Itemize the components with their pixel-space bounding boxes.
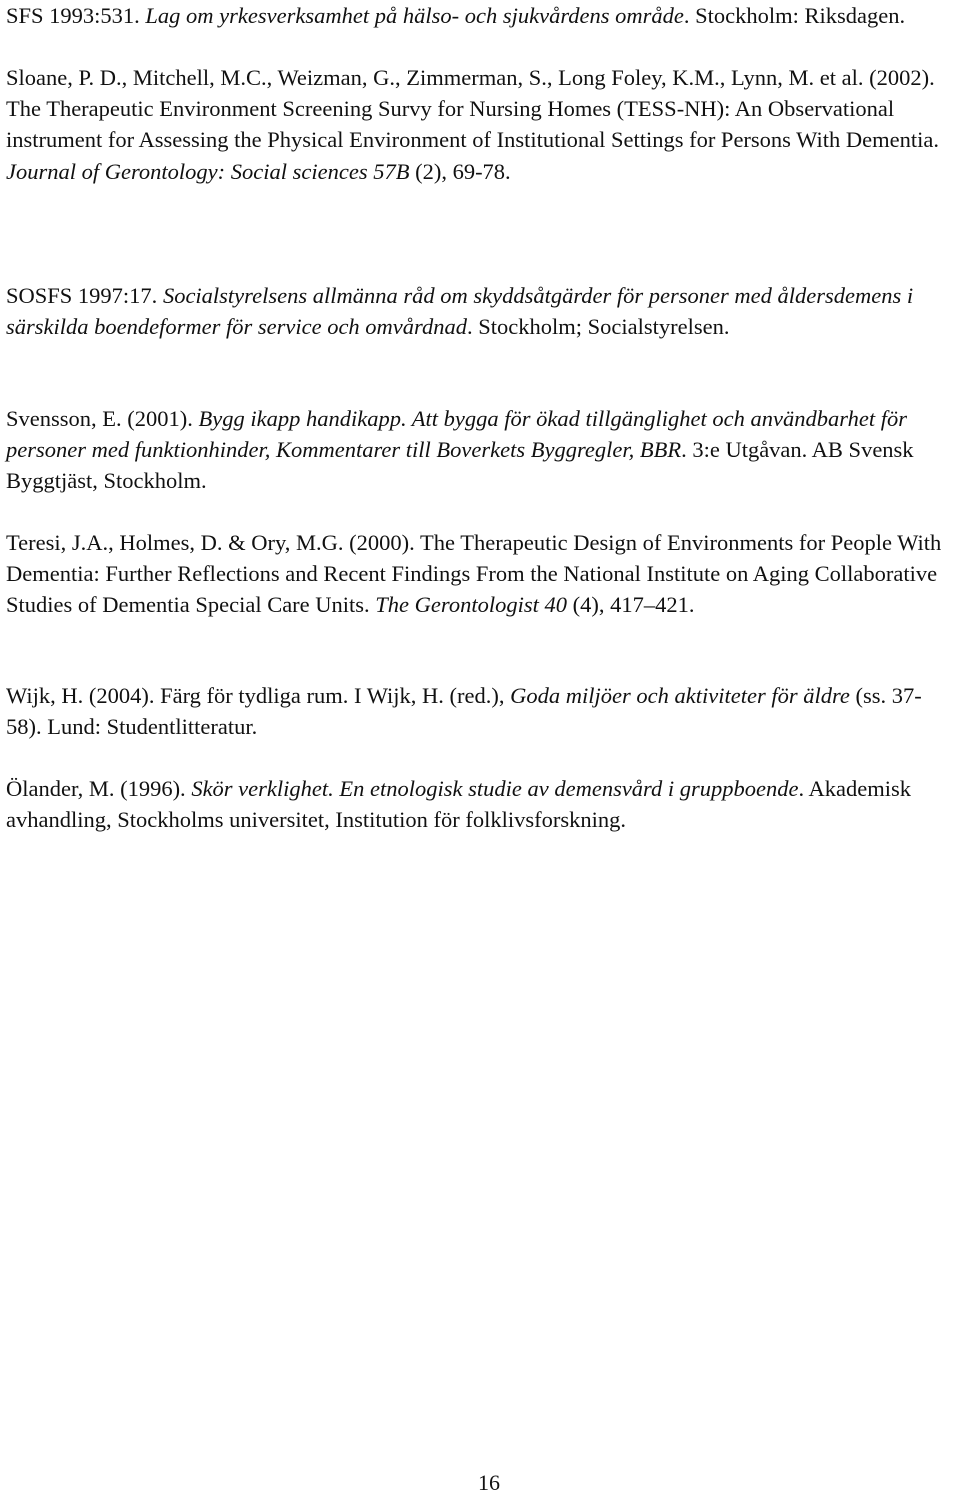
reference-tail: . Akademisk avhandling, Stockholms universitet, Institution för folklivsforskning.	[6, 776, 911, 833]
reference-item	[6, 403, 956, 497]
reference-item	[6, 680, 956, 742]
reference-title: Skör verklighet. En etnologisk studie av demensvård i gruppboende	[191, 776, 799, 801]
reference-tail: (ss. 37-58). Lund: Studentlitteratur.	[6, 683, 922, 740]
reference-lead: SFS 1993:531.	[6, 3, 146, 28]
reference-title: Socialstyrelsens allmänna råd om skyddsåtgärder för personer med åldersdemens i särskilda boendeformer för service och omvårdnad	[6, 283, 914, 340]
reference-item	[6, 773, 956, 835]
page-number: 16	[478, 1470, 500, 1495]
reference-tail: (2), 69-78.	[409, 158, 511, 184]
reference-tail: . 3:e Utgåvan. AB Svensk Byggtjäst, Stockholm.	[6, 437, 914, 494]
reference-lead: SOSFS 1997:17.	[6, 283, 163, 308]
reference-lead: Svensson, E. (2001).	[6, 406, 199, 431]
reference-lead: Ölander, M. (1996).	[6, 776, 192, 801]
reference-title: Goda miljöer och aktiviteter för äldre	[510, 683, 850, 708]
reference-lead: Wijk, H. (2004). Färg för tydliga rum. I Wijk, H. (red.),	[6, 683, 511, 708]
reference-tail: (4), 417–421.	[566, 592, 695, 618]
reference-lead: Teresi, J.A., Holmes, D. & Ory, M.G. (2000). The Therapeutic Design of Environments for People With Dementia: Further Reflections and Recent Findings From the National Institute on Aging Collaborative Studies of Dementia Special Care Units.	[6, 530, 942, 618]
reference-journal: Journal of Gerontology: Social sciences 57B	[6, 158, 410, 184]
reference-item	[6, 280, 956, 342]
reference-lead: Sloane, P. D., Mitchell, M.C., Weizman, G., Zimmerman, S., Long Foley, K.M., Lynn, M. et al. (2002). The Therapeutic Environment Screening Survy for Nursing Homes (TESS-NH): An Observational instrument for Assessing the Physical Environment of Institutional Settings for Persons With Dementia.	[6, 65, 939, 153]
reference-title: Lag om yrkesverksamhet på hälso- och sjukvårdens område	[145, 3, 684, 28]
reference-item	[6, 527, 956, 621]
reference-item	[6, 62, 956, 187]
reference-item	[6, 0, 905, 31]
reference-tail: . Stockholm; Socialstyrelsen.	[466, 314, 730, 340]
reference-journal: The Gerontologist 40	[375, 592, 567, 618]
reference-tail: . Stockholm: Riksdagen.	[683, 3, 906, 28]
reference-title: Bygg ikapp handikapp. Att bygga för ökad tillgänglighet och användbarhet för personer med funktionhinder, Kommentarer till Boverkets Byggregler, BBR	[6, 406, 907, 463]
